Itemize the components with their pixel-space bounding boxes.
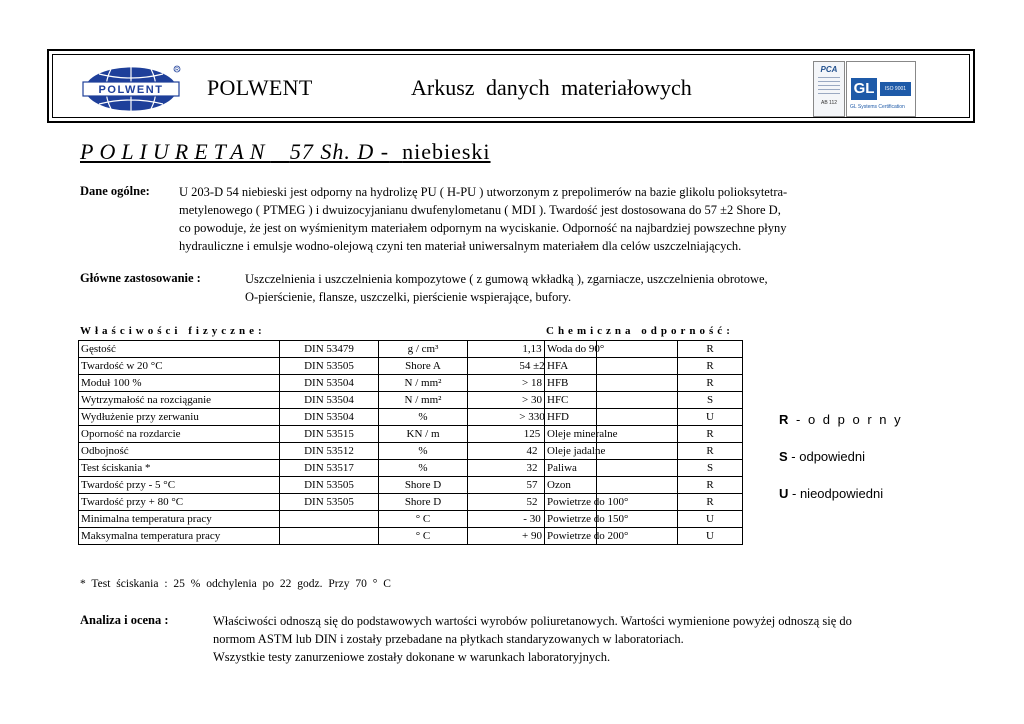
resistance-rating-cell: R xyxy=(678,443,743,460)
legend-unsuitable xyxy=(779,486,883,501)
document-title: Arkusz danych materiałowych xyxy=(411,75,692,100)
chemical-resistance-row xyxy=(545,494,743,511)
product-title-hardness: 57 Sh. D - xyxy=(289,139,390,164)
property-name-cell: Wytrzymałość na rozciąganie xyxy=(79,392,280,409)
unit-cell: KN / m xyxy=(379,426,468,443)
pca-badge-title: PCA xyxy=(820,65,838,74)
main-usage-text xyxy=(245,270,768,306)
standard-cell: DIN 53515 xyxy=(280,426,379,443)
standard-cell xyxy=(280,511,379,528)
medium-name-cell: HFD xyxy=(545,409,678,426)
medium-name-cell: HFB xyxy=(545,375,678,392)
chemical-resistance-row xyxy=(545,392,743,409)
standard-cell: DIN 53505 xyxy=(280,477,379,494)
resistance-rating-cell: R xyxy=(678,375,743,392)
resistance-rating-cell: U xyxy=(678,409,743,426)
chemical-resistance-row xyxy=(545,511,743,528)
general-line: metylenowego ( PTMEG ) i dwuizocyjanianu dwufenylometanu ( MDI ). Twardość jest dostosowana do 57 ±2 Shore D, xyxy=(179,203,781,217)
resistance-rating-cell: U xyxy=(678,511,743,528)
chemical-resistance-table xyxy=(544,340,743,545)
legend-s-key: S xyxy=(779,449,788,464)
physical-properties-table xyxy=(78,340,597,545)
analysis-line: Wszystkie testy zanurzeniowe zostały dokonane w warunkach laboratoryjnych. xyxy=(213,650,611,664)
gl-caption: GL Systems Certification xyxy=(850,104,905,110)
property-name-cell: Maksymalna temperatura pracy xyxy=(79,528,280,545)
polwent-logo xyxy=(81,65,181,113)
legend-s-text: - odpowiedni xyxy=(791,449,866,464)
pca-badge-lines xyxy=(818,77,840,97)
general-data-label: Dane ogólne: xyxy=(80,184,150,198)
unit-cell: ° C xyxy=(379,528,468,545)
analysis-label: Analiza i ocena : xyxy=(80,613,169,627)
compression-test-footnote: * Test ściskania : 25 % odchylenia po 22 godz. Przy 70 ° C xyxy=(80,578,391,590)
general-line: U 203-D 54 niebieski jest odporny na hydrolizę PU ( H-PU ) utworzonym z prepolimerów na bazie glikolu polioksytetra- xyxy=(179,185,788,199)
unit-cell: Shore D xyxy=(379,477,468,494)
property-name-cell: Odbojność xyxy=(79,443,280,460)
medium-name-cell: Powietrze do 200° xyxy=(545,528,678,545)
chemical-resistance-row xyxy=(545,528,743,545)
property-name-cell: Oporność na rozdarcie xyxy=(79,426,280,443)
unit-cell: g / cm³ xyxy=(379,341,468,358)
physical-property-row xyxy=(79,358,597,375)
resistance-rating-cell: R xyxy=(678,358,743,375)
standard-cell: DIN 53505 xyxy=(280,358,379,375)
chemical-resistance-row xyxy=(545,375,743,392)
legend-r-key: R xyxy=(779,412,791,427)
iso-9001-label: ISO 9001 xyxy=(880,82,911,96)
value-cell: > 330 xyxy=(468,409,597,426)
pca-badge-number: AB 112 xyxy=(820,100,838,106)
resistance-rating-cell: R xyxy=(678,494,743,511)
analysis-text xyxy=(213,612,852,666)
resistance-rating-cell: S xyxy=(678,460,743,477)
property-name-cell: Test ściskania * xyxy=(79,460,280,477)
medium-name-cell: Woda do 90° xyxy=(545,341,678,358)
logo-text: POLWENT xyxy=(98,84,164,96)
general-line: co powoduje, że jest on wyśmienitym materiałem odpornym na wyciskanie. Odporność na najbardziej powszechne płyny xyxy=(179,221,787,235)
standard-cell: DIN 53505 xyxy=(280,494,379,511)
analysis-line: normom ASTM lub DIN i zostały przebadane na płytkach standaryzowanych w laboratoriach. xyxy=(213,632,684,646)
usage-line: Uszczelnienia i uszczelnienia kompozytowe ( z gumową wkładką ), zgarniacze, uszczelnienia obrotowe, xyxy=(245,272,768,286)
value-cell: 125 xyxy=(468,426,597,443)
value-cell: 52 xyxy=(468,494,597,511)
chemical-resistance-row xyxy=(545,409,743,426)
physical-property-row xyxy=(79,460,597,477)
value-cell: > 18 xyxy=(468,375,597,392)
medium-name-cell: Ozon xyxy=(545,477,678,494)
general-data-text xyxy=(179,183,787,255)
standard-cell xyxy=(280,528,379,545)
resistance-rating-cell: U xyxy=(678,528,743,545)
chemical-resistance-row xyxy=(545,443,743,460)
unit-cell: Shore D xyxy=(379,494,468,511)
physical-property-row xyxy=(79,477,597,494)
standard-cell: DIN 53479 xyxy=(280,341,379,358)
physical-property-row xyxy=(79,443,597,460)
svg-text:R: R xyxy=(175,67,179,73)
value-cell: > 30 xyxy=(468,392,597,409)
chemical-resistance-row xyxy=(545,341,743,358)
legend-suitable xyxy=(779,449,865,464)
value-cell: + 90 xyxy=(468,528,597,545)
standard-cell: DIN 53517 xyxy=(280,460,379,477)
medium-name-cell: Oleje mineralne xyxy=(545,426,678,443)
property-name-cell: Wydłużenie przy zerwaniu xyxy=(79,409,280,426)
value-cell: 42 xyxy=(468,443,597,460)
company-name: POLWENT xyxy=(207,75,313,100)
standard-cell: DIN 53504 xyxy=(280,409,379,426)
physical-property-row xyxy=(79,392,597,409)
property-name-cell: Moduł 100 % xyxy=(79,375,280,392)
chemical-resistance-row xyxy=(545,460,743,477)
property-name-cell: Twardość w 20 °C xyxy=(79,358,280,375)
chemical-resistance-heading: Chemiczna odporność: xyxy=(546,325,734,337)
value-cell: 54 ±2 xyxy=(468,358,597,375)
gl-certificate-badge xyxy=(846,61,916,117)
physical-properties-heading: Właściwości fizyczne: xyxy=(80,325,266,337)
physical-property-row xyxy=(79,375,597,392)
standard-cell: DIN 53504 xyxy=(280,392,379,409)
chemical-resistance-row xyxy=(545,358,743,375)
resistance-rating-cell: R xyxy=(678,477,743,494)
medium-name-cell: HFC xyxy=(545,392,678,409)
physical-property-row xyxy=(79,494,597,511)
unit-cell: % xyxy=(379,409,468,426)
physical-property-row xyxy=(79,341,597,358)
gl-logo-mark: GL xyxy=(851,78,877,100)
unit-cell: N / mm² xyxy=(379,392,468,409)
usage-line: O-pierścienie, flansze, uszczelki, pierścienie wspierające, bufory. xyxy=(245,290,572,304)
product-title-color: niebieski xyxy=(402,139,491,164)
chemical-resistance-row xyxy=(545,426,743,443)
value-cell: 1,13 xyxy=(468,341,597,358)
physical-property-row xyxy=(79,528,597,545)
physical-property-row xyxy=(79,511,597,528)
property-name-cell: Gęstość xyxy=(79,341,280,358)
general-line: hydrauliczne i emulsje wodno-olejową czyni ten materiał uniwersalnym materiałem dla celów uszczelniających. xyxy=(179,239,742,253)
unit-cell: % xyxy=(379,460,468,477)
property-name-cell: Twardość przy + 80 °C xyxy=(79,494,280,511)
legend-resistant xyxy=(779,412,903,427)
product-title-material: POLIURETAN xyxy=(80,139,271,164)
standard-cell: DIN 53512 xyxy=(280,443,379,460)
legend-r-text: - o d p o r n y xyxy=(796,412,903,427)
medium-name-cell: Powietrze do 150° xyxy=(545,511,678,528)
medium-name-cell: Powietrze do 100° xyxy=(545,494,678,511)
unit-cell: N / mm² xyxy=(379,375,468,392)
standard-cell: DIN 53504 xyxy=(280,375,379,392)
product-title xyxy=(80,139,491,165)
legend-u-text: - nieodpowiedni xyxy=(792,486,884,501)
resistance-rating-cell: R xyxy=(678,426,743,443)
property-name-cell: Minimalna temperatura pracy xyxy=(79,511,280,528)
unit-cell: ° C xyxy=(379,511,468,528)
resistance-rating-cell: R xyxy=(678,341,743,358)
header-frame xyxy=(47,49,975,123)
medium-name-cell: HFA xyxy=(545,358,678,375)
unit-cell: Shore A xyxy=(379,358,468,375)
value-cell: 32 xyxy=(468,460,597,477)
header-inner-frame xyxy=(52,54,970,118)
analysis-line: Właściwości odnoszą się do podstawowych wartości wyrobów poliuretanowych. Wartości wymienione powyżej odnoszą się do xyxy=(213,614,852,628)
legend-u-key: U xyxy=(779,486,789,501)
unit-cell: % xyxy=(379,443,468,460)
property-name-cell: Twardość przy - 5 °C xyxy=(79,477,280,494)
medium-name-cell: Paliwa xyxy=(545,460,678,477)
resistance-rating-cell: S xyxy=(678,392,743,409)
chemical-resistance-row xyxy=(545,477,743,494)
main-usage-label: Główne zastosowanie : xyxy=(80,271,201,285)
medium-name-cell: Oleje jadalne xyxy=(545,443,678,460)
physical-property-row xyxy=(79,409,597,426)
value-cell: - 30 xyxy=(468,511,597,528)
value-cell: 57 xyxy=(468,477,597,494)
pca-certificate-badge xyxy=(813,61,845,117)
physical-property-row xyxy=(79,426,597,443)
